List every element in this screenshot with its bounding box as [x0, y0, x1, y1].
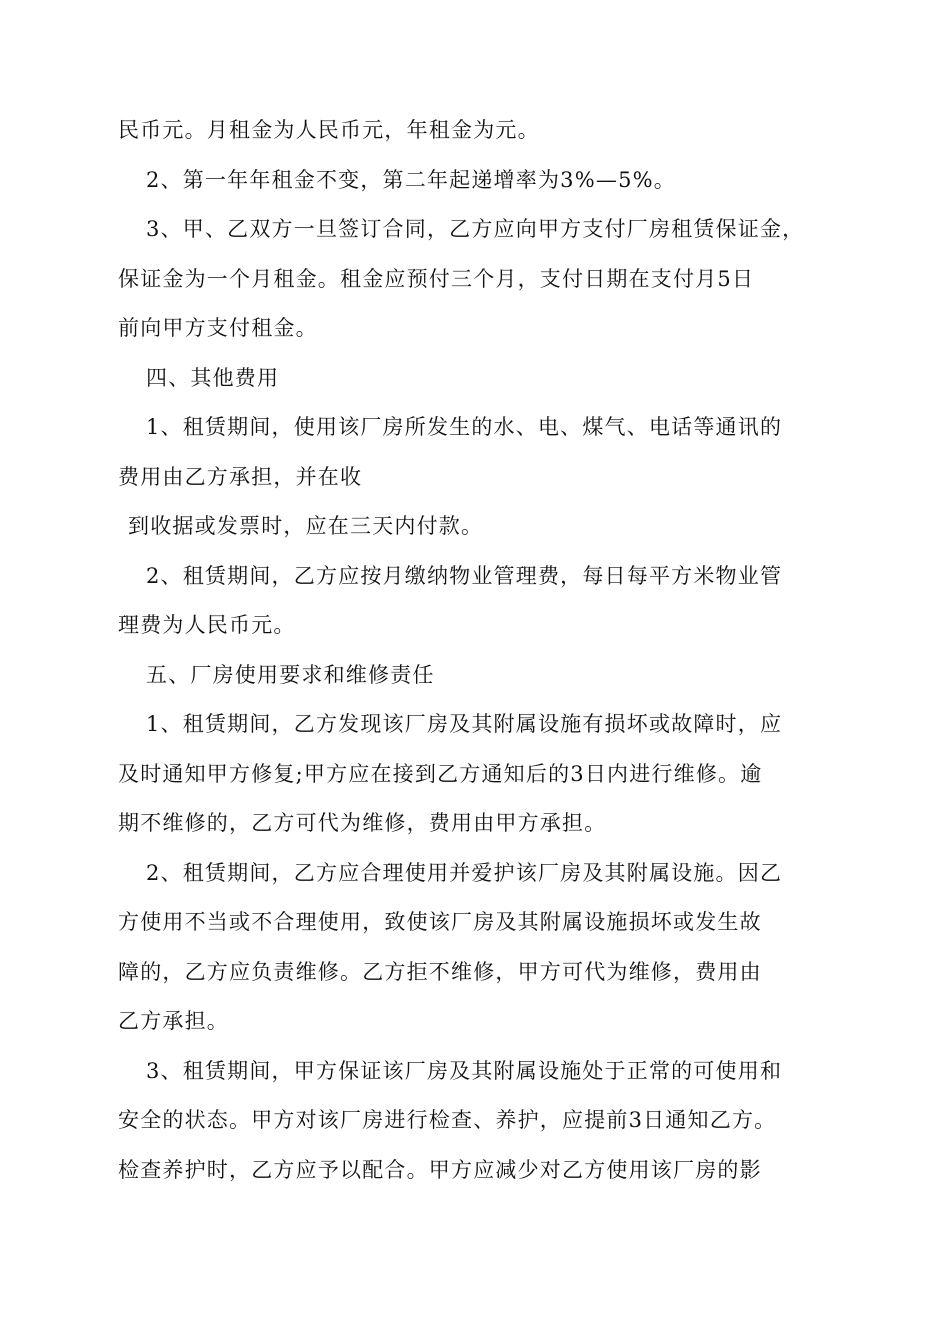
text-line: 前向甲方支付租金。 — [118, 316, 318, 340]
text-line: 费用由乙方承担，并在收 — [118, 464, 363, 489]
text-line: 及时通知甲方修复;甲方应在接到乙方通知后的3日内进行维修。逾 — [118, 761, 763, 786]
section-heading: 四、其他费用 — [146, 365, 280, 390]
text-line: 安全的状态。甲方对该厂房进行检查、养护，应提前3日通知乙方。 — [118, 1108, 777, 1132]
text-line: 2、租赁期间，乙方应按月缴纳物业管理费，每日每平方米物业管 — [146, 563, 783, 588]
section-heading: 五、厂房使用要求和维修责任 — [146, 662, 435, 687]
text-line: 3、租赁期间，甲方保证该厂房及其附属设施处于正常的可使用和 — [146, 1058, 783, 1083]
text-line: 理费为人民币元。 — [118, 613, 296, 637]
text-line: 期不维修的，乙方可代为维修，费用由甲方承担。 — [118, 811, 607, 835]
text-line: 检查养护时，乙方应予以配合。甲方应减少对乙方使用该厂房的影 — [118, 1157, 762, 1182]
text-line: 3、甲、乙双方一旦签订合同，乙方应向甲方支付厂房租赁保证金， — [146, 217, 805, 241]
text-line: 方使用不当或不合理使用，致使该厂房及其附属设施损坏或发生故 — [118, 910, 762, 934]
text-line: 障的，乙方应负责维修。乙方拒不维修，甲方可代为维修，费用由 — [118, 959, 762, 984]
text-line: 1、租赁期间，使用该厂房所发生的水、电、煤气、电话等通讯的 — [146, 415, 783, 439]
text-line: 2、第一年年租金不变，第二年起递增率为3%—5%。 — [146, 167, 676, 192]
text-line: 2、租赁期间，乙方应合理使用并爱护该厂房及其附属设施。因乙 — [146, 860, 783, 885]
text-line: 乙方承担。 — [118, 1009, 229, 1033]
text-line: 民币元。月租金为人民币元，年租金为元。 — [118, 118, 540, 142]
document-body — [118, 106, 838, 1195]
text-line: 保证金为一个月租金。租金应预付三个月，支付日期在支付月5日 — [118, 266, 755, 291]
text-line: 到收据或发票时，应在三天内付款。 — [128, 514, 484, 538]
text-line: 1、租赁期间，乙方发现该厂房及其附属设施有损坏或故障时，应 — [146, 712, 783, 736]
